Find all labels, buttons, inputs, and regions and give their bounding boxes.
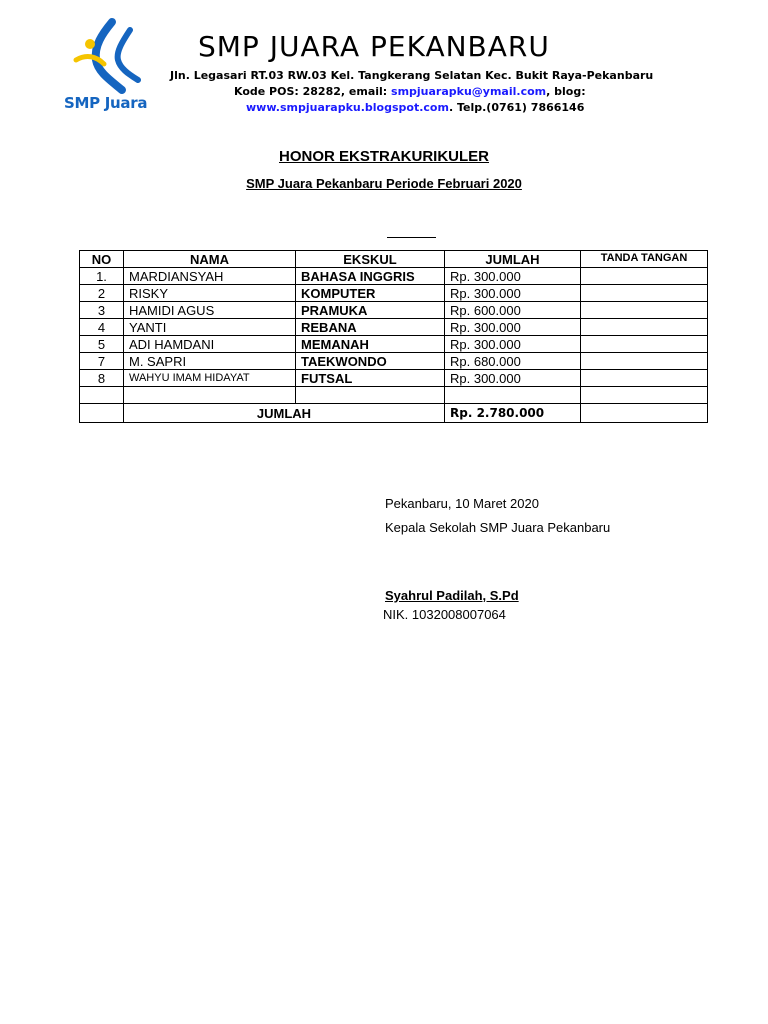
- table-row: [80, 268, 708, 285]
- total-label: JUMLAH: [124, 404, 445, 423]
- cell-jumlah: [445, 387, 581, 404]
- cell-signature: [581, 387, 708, 404]
- cell-jumlah: Rp. 300.000: [445, 370, 581, 387]
- cell-no: 3: [80, 302, 124, 319]
- cell-ekskul: MEMANAH: [296, 336, 445, 353]
- cell-no: 8: [80, 370, 124, 387]
- table-row: [80, 285, 708, 302]
- table-row: [80, 336, 708, 353]
- cell-no: 1.: [80, 268, 124, 285]
- cell-signature: [581, 319, 708, 336]
- cell-nama: YANTI: [124, 319, 296, 336]
- signature-nik: NIK. 1032008007064: [383, 607, 506, 622]
- cell-nama: MARDIANSYAH: [124, 268, 296, 285]
- cell-nama: HAMIDI AGUS: [124, 302, 296, 319]
- cell-jumlah: Rp. 300.000: [445, 336, 581, 353]
- cell-signature: [581, 370, 708, 387]
- address-line-2: [234, 85, 586, 98]
- cell-total-blank: [80, 404, 124, 423]
- cell-no: [80, 387, 124, 404]
- divider-line: [387, 237, 436, 238]
- runner-logo-icon: [72, 16, 144, 96]
- cell-ekskul: REBANA: [296, 319, 445, 336]
- cell-no: 4: [80, 319, 124, 336]
- cell-jumlah: Rp. 680.000: [445, 353, 581, 370]
- document-subtitle: SMP Juara Pekanbaru Periode Februari 2020: [246, 176, 522, 191]
- cell-no: 5: [80, 336, 124, 353]
- cell-ekskul: FUTSAL: [296, 370, 445, 387]
- table-header-row: [80, 251, 708, 268]
- cell-ekskul: KOMPUTER: [296, 285, 445, 302]
- cell-ekskul: BAHASA INGGRIS: [296, 268, 445, 285]
- cell-signature: [581, 268, 708, 285]
- cell-jumlah: Rp. 600.000: [445, 302, 581, 319]
- table-total-row: [80, 404, 708, 423]
- email-link[interactable]: smpjuarapku@ymail.com: [391, 85, 547, 98]
- signature-place-date: Pekanbaru, 10 Maret 2020: [385, 496, 539, 511]
- school-logo: [60, 16, 160, 116]
- blog-label: , blog:: [546, 85, 586, 98]
- cell-nama: ADI HAMDANI: [124, 336, 296, 353]
- cell-signature: [581, 353, 708, 370]
- header-no: NO: [80, 251, 124, 268]
- signature-role: Kepala Sekolah SMP Juara Pekanbaru: [385, 520, 611, 535]
- cell-signature: [581, 336, 708, 353]
- logo-text: SMP Juara: [64, 94, 148, 112]
- cell-jumlah: Rp. 300.000: [445, 319, 581, 336]
- total-value: Rp. 2.780.000: [445, 404, 581, 423]
- honor-table: [79, 250, 708, 423]
- phone-text: . Telp.(0761) 7866146: [448, 101, 585, 114]
- cell-jumlah: Rp. 300.000: [445, 285, 581, 302]
- blog-link[interactable]: www.smpjuarapku.blogspot.com: [246, 101, 449, 114]
- cell-ekskul: [296, 387, 445, 404]
- cell-nama: [124, 387, 296, 404]
- cell-signature: [581, 302, 708, 319]
- table-row: [80, 370, 708, 387]
- signature-name: Syahrul Padilah, S.Pd: [385, 588, 519, 603]
- address-line-3: [246, 101, 584, 114]
- table-row: [80, 319, 708, 336]
- school-name: SMP JUARA PEKANBARU: [198, 30, 550, 63]
- header-jumlah: JUMLAH: [445, 251, 581, 268]
- cell-nama: WAHYU IMAM HIDAYAT: [124, 370, 296, 387]
- address-line-1: Jln. Legasari RT.03 RW.03 Kel. Tangkerang Selatan Kec. Bukit Raya-Pekanbaru: [170, 69, 654, 82]
- header-ekskul: EKSKUL: [296, 251, 445, 268]
- cell-ekskul: PRAMUKA: [296, 302, 445, 319]
- document-title: HONOR EKSTRAKURIKULER: [279, 148, 489, 165]
- cell-nama: RISKY: [124, 285, 296, 302]
- cell-jumlah: Rp. 300.000: [445, 268, 581, 285]
- table-row-empty: [80, 387, 708, 404]
- cell-signature: [581, 285, 708, 302]
- postal-code-label: Kode POS: 28282, email:: [234, 85, 392, 98]
- header-tanda-tangan: TANDA TANGAN: [581, 251, 708, 268]
- cell-nama: M. SAPRI: [124, 353, 296, 370]
- cell-no: 7: [80, 353, 124, 370]
- cell-no: 2: [80, 285, 124, 302]
- table-row: [80, 353, 708, 370]
- cell-signature: [581, 404, 708, 423]
- cell-ekskul: TAEKWONDO: [296, 353, 445, 370]
- header-nama: NAMA: [124, 251, 296, 268]
- table-row: [80, 302, 708, 319]
